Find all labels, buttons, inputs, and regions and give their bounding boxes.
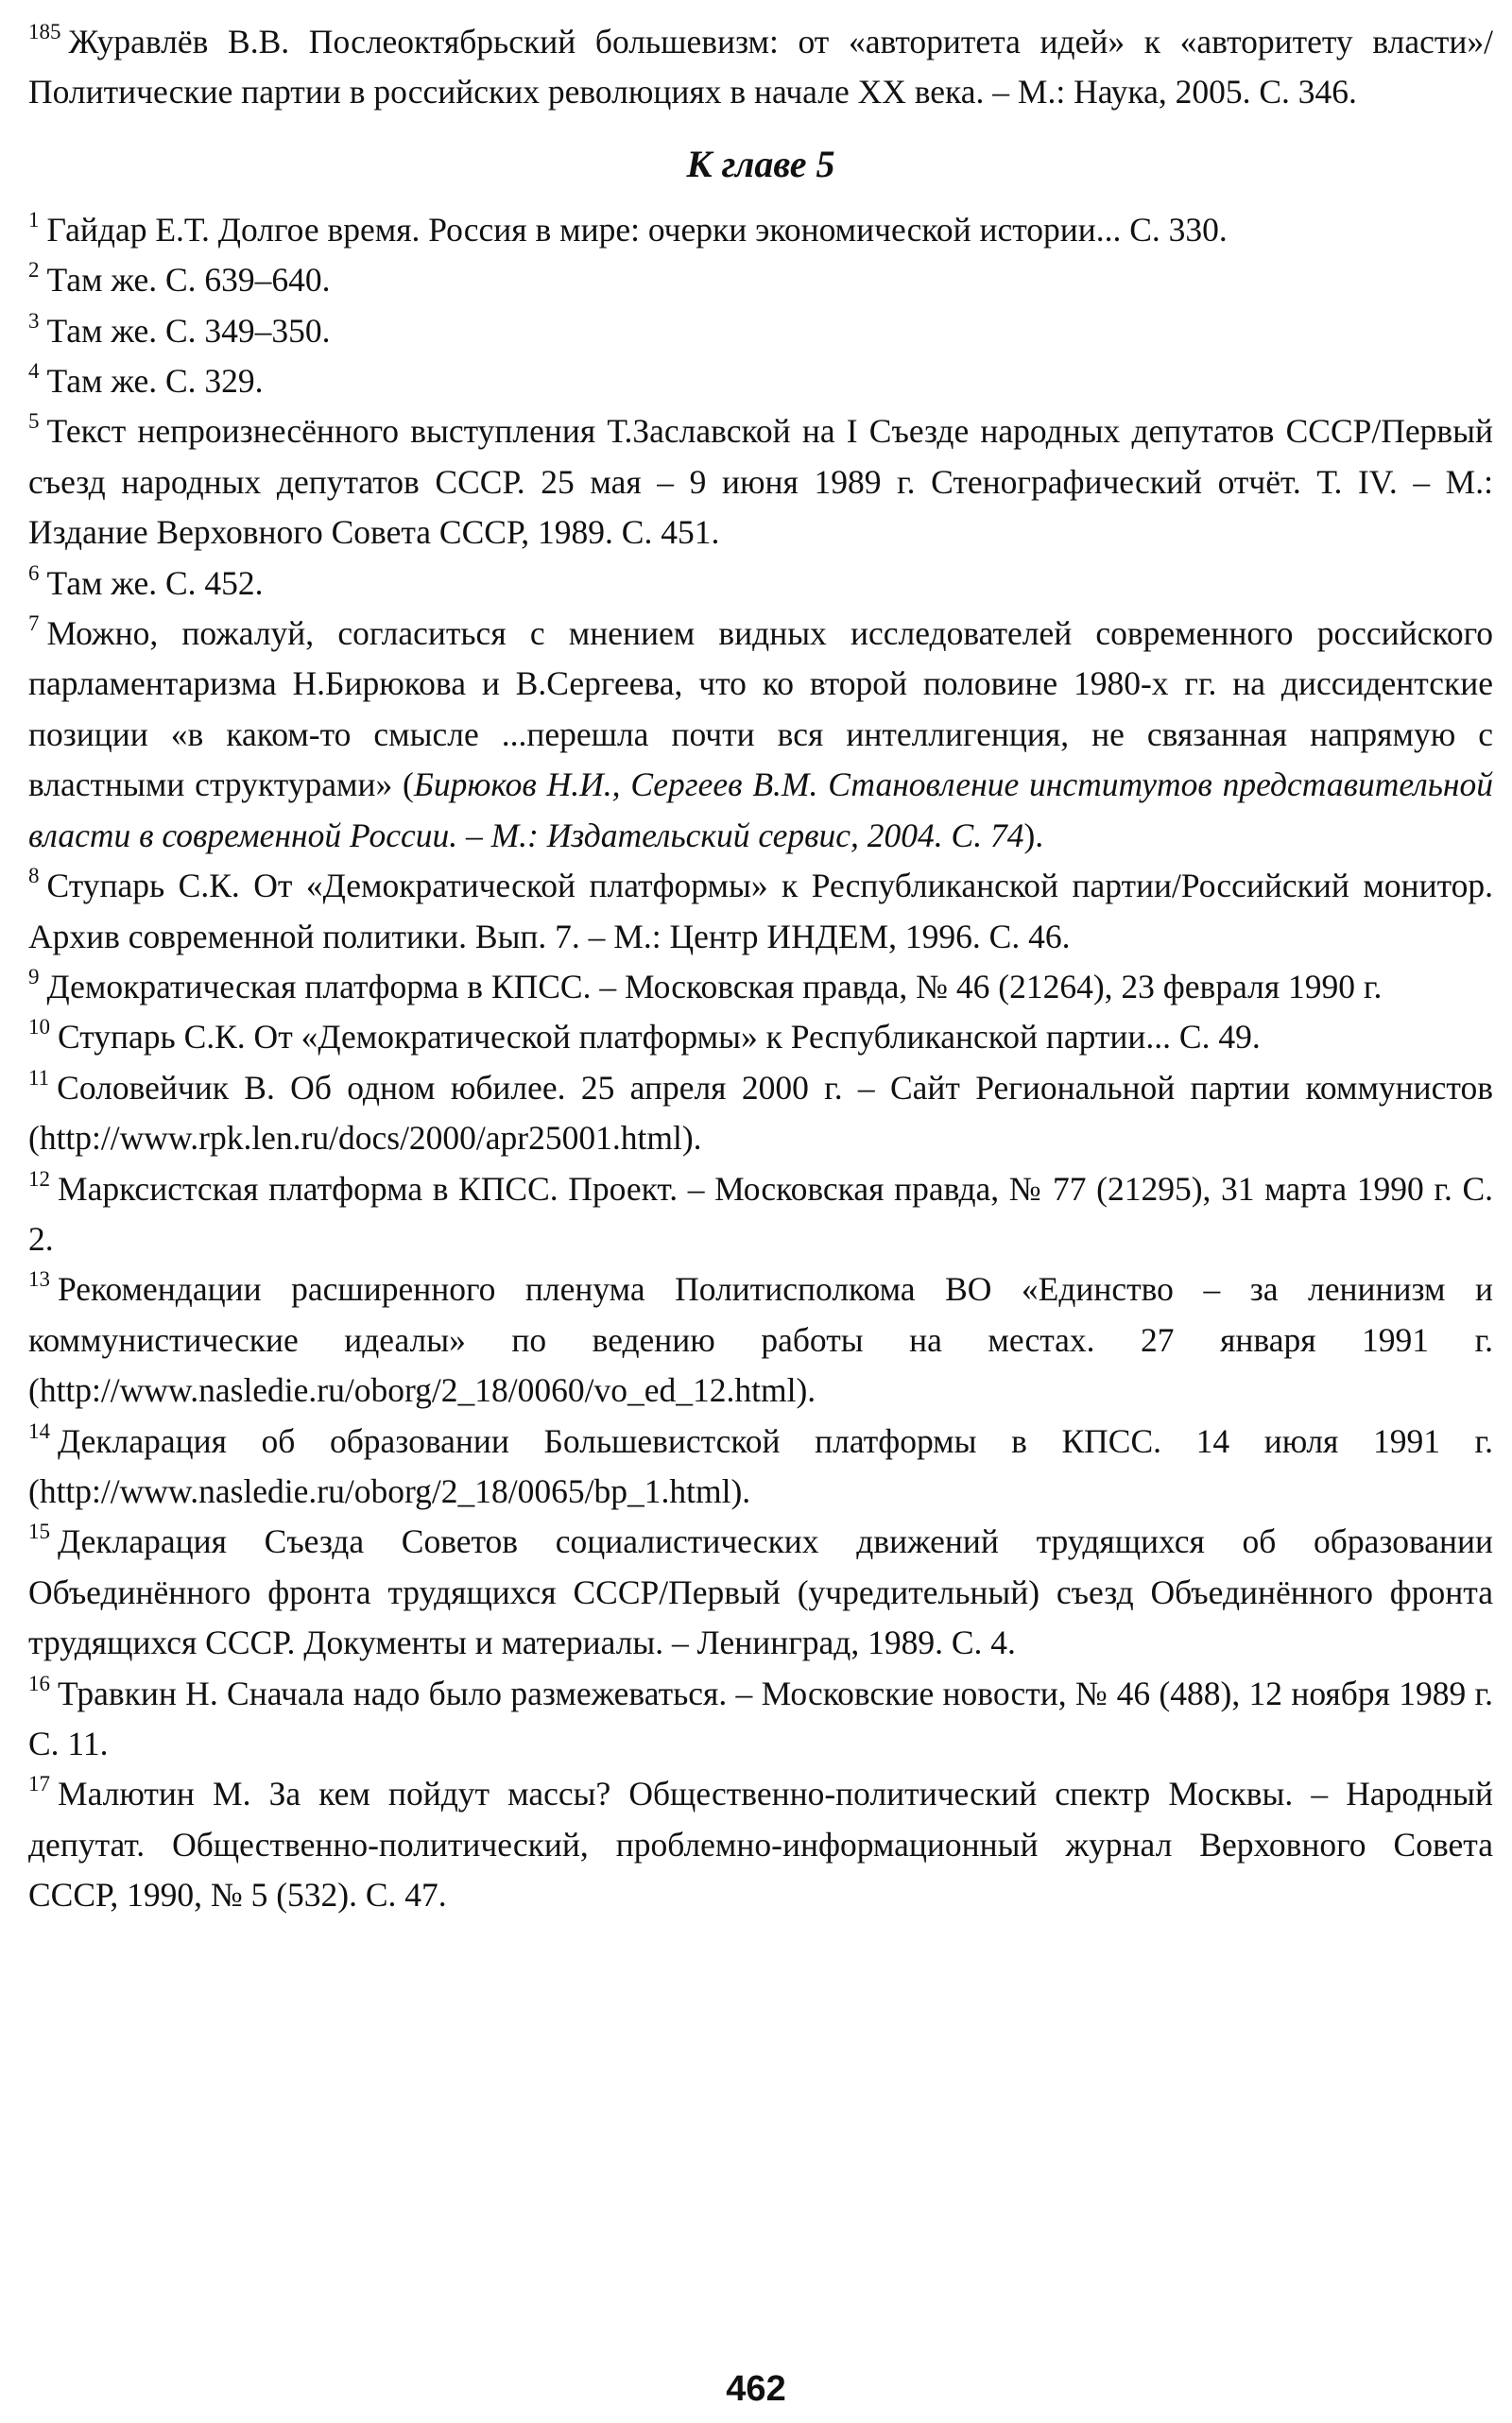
footnote-number: 14 [28,1418,50,1443]
footnote-1 [28,205,1493,255]
footnote-text: Декларация Съезда Советов социалистических движений трудящихся об образовании Объединённого фронта трудящихся СССР/Первый (учредительный) съезд Объединённого фронта трудящихся СССР. Документы и материалы. – Ленинград, 1989. С. 4. [28,1522,1493,1662]
footnote-text: Демократическая платформа в КПСС. – Московская правда, № 46 (21264), 23 февраля 1990 г. [46,967,1383,1005]
footnote-185 [28,17,1493,118]
footnote-text: Текст непроизнесённого выступления Т.Заславской на I Съезде народных депутатов СССР/Первый съезд народных депутатов СССР. 25 мая – 9 июня 1989 г. Стенографический отчёт. Т. IV. – М.: Издание Верховного Совета СССР, 1989. С. 451. [28,412,1493,552]
footnote-text: Там же. С. 639–640. [46,261,331,300]
footnote-text: Марксистская платформа в КПСС. Проект. – Московская правда, № 77 (21295), 31 марта 1990 г. С. 2. [28,1169,1493,1258]
footnote-number: 9 [28,964,40,988]
footnote-2 [28,255,1493,305]
footnote-text: Декларация об образовании Большевистской платформы в КПСС. 14 июля 1991 г. (http://www.nasledie.ru/oborg/2_18/0065/bp_1.html). [28,1421,1493,1510]
footnote-text: Гайдар Е.Т. Долгое время. Россия в мире: очерки экономической истории... С. 330. [46,210,1228,249]
footnote-number: 12 [28,1166,50,1191]
footnote-text: Травкин Н. Сначала надо было размежеваться. – Московские новости, № 46 (488), 12 ноября 1989 г. С. 11. [28,1674,1493,1762]
footnote-12 [28,1164,1493,1265]
footnote-8 [28,861,1493,962]
footnote-number: 5 [28,409,40,434]
footnote-15 [28,1517,1493,1668]
footnote-text: Рекомендации расширенного пленума Политисполкома ВО «Единство – за ленинизм и коммунистические идеалы» по ведению работы на местах. 27 января 1991 г. (http://www.nasledie.ru/oborg/2_18/0060/vo_ed_12.html). [28,1270,1493,1410]
footnote-number: 185 [28,20,61,43]
footnote-text: Можно, пожалуй, согласиться с мнением видных исследователей современного российского парламентаризма Н.Бирюкова и В.Сергеева, что ко второй половине 1980-х гг. на диссидентские позиции «в каком-то смысле ...перешла почти вся интеллигенция, не связанная напрямую с властными структурами» ( [28,614,1493,804]
footnote-number: 10 [28,1015,50,1040]
footnote-9 [28,962,1493,1012]
footnote-17 [28,1769,1493,1920]
footnote-text: Там же. С. 349–350. [46,311,331,350]
chapter-heading: К главе 5 [686,142,835,185]
footnote-number: 13 [28,1267,50,1292]
footnote-number: 8 [28,864,40,888]
page-body [28,17,1493,1921]
footnote-number: 16 [28,1671,50,1695]
footnote-text: Малютин М. За кем пойдут массы? Общественно-политический спектр Москвы. – Народный депутат. Общественно-политический, проблемно-информационный журнал Верховного Совета СССР, 1990, № 5 (532). С. 47. [28,1775,1493,1915]
footnote-5 [28,406,1493,558]
footnote-10 [28,1012,1493,1062]
footnote-4 [28,356,1493,406]
footnote-text: Ступарь С.К. От «Демократической платформы» к Республиканской партии/Российский монитор. Архив современной политики. Вып. 7. – М.: Центр ИНДЕМ, 1996. С. 46. [28,867,1493,955]
footnote-text: Ступарь С.К. От «Демократической платформы» к Республиканской партии... С. 49. [58,1018,1261,1057]
footnote-number: 3 [28,308,40,333]
footnote-number: 15 [28,1520,50,1544]
footnote-number: 1 [28,207,40,232]
footnote-11 [28,1063,1493,1164]
footnote-3 [28,306,1493,356]
footnote-14 [28,1417,1493,1518]
footnote-text-end: ). [1023,816,1044,854]
footnote-text: Там же. С. 329. [46,362,264,401]
footnote-number: 11 [28,1065,50,1090]
page-number: 462 [726,2369,786,2409]
footnote-citation: Бирюков Н.И., Сергеев В.М. Становление институтов представительной власти в современной России. – М.: Издательский сервис, 2004. С. 74 [28,765,1494,854]
footnote-number: 17 [28,1772,50,1796]
footnote-text: Там же. С. 452. [46,563,264,602]
footnote-number: 6 [28,560,40,585]
footnote-6 [28,558,1493,609]
footnote-number: 7 [28,611,40,636]
footnote-13 [28,1264,1493,1416]
footnote-text: Журавлёв В.В. Послеоктябрьский большевизм: от «авторитета идей» к «авторитету власти»/Политические партии в российских революциях в начале XX века. – М.: Наука, 2005. С. 346. [28,23,1493,112]
footnote-text: Соловейчик В. Об одном юбилее. 25 апреля 2000 г. – Сайт Региональной партии коммунистов (http://www.rpk.len.ru/docs/2000/apr25001.html). [28,1068,1493,1158]
footnote-16 [28,1669,1493,1770]
footnote-number: 2 [28,258,40,283]
footnote-number: 4 [28,359,40,384]
footnote-7 [28,609,1493,861]
